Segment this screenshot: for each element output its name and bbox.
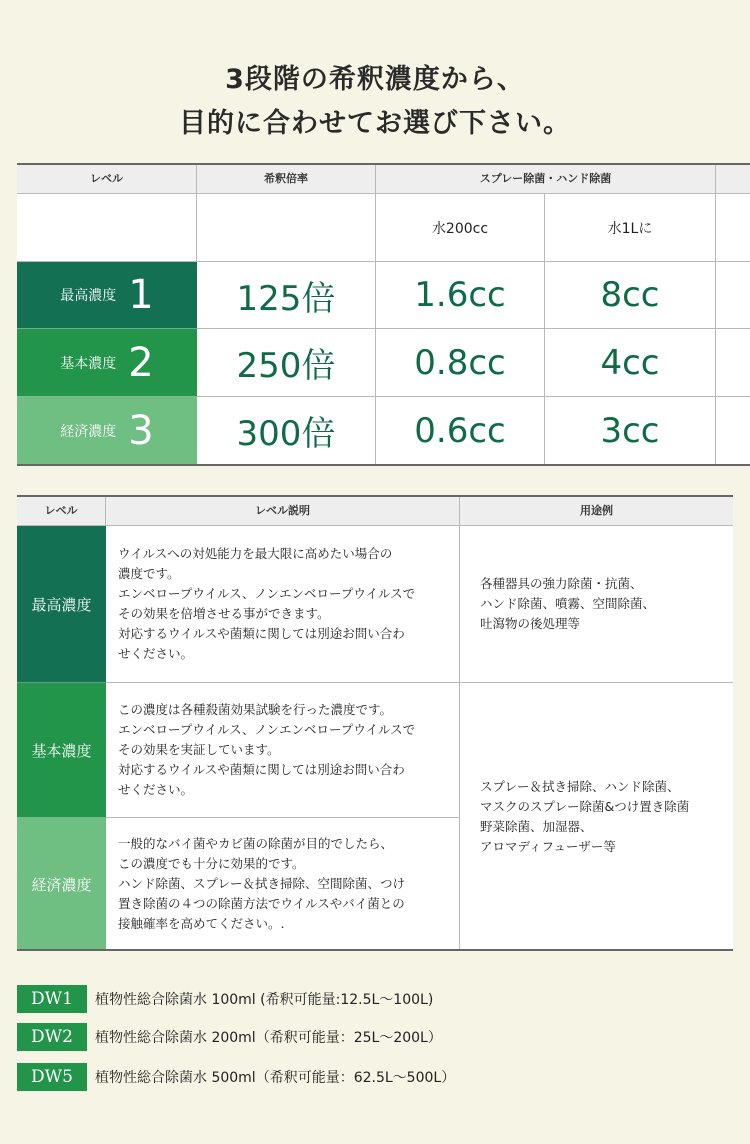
level-description: この濃度は各種殺菌効果試験を行った濃度です。 エンベロープウイルス、ノンエンベロープウイルスで その効果を実証しています。 対応するウイルスや菌類に関しては別途お問い合わ せください。: [106, 683, 460, 818]
level-cell-basic: [17, 329, 197, 397]
extra-cell: [716, 262, 750, 329]
header-level: レベル: [17, 163, 197, 194]
product-code-badge: DW1: [17, 985, 87, 1013]
product-description: 植物性総合除菌水 200ml（希釈可能量：25L〜200L）: [95, 1030, 442, 1046]
level-description-table: [17, 495, 733, 951]
header-uses: 用途例: [460, 495, 733, 526]
subheader-water-1l: 水1Lに: [545, 194, 716, 262]
subheader-empty: [17, 194, 197, 262]
ratio-value: 250倍: [197, 329, 376, 397]
product-description: 植物性総合除菌水 500ml（希釈可能量：62.5L〜500L）: [95, 1070, 456, 1086]
level-cell-max: [17, 262, 197, 329]
header-extra: [716, 163, 750, 194]
level-cell-economy: [17, 397, 197, 465]
subheader-water-200cc: 水200cc: [376, 194, 545, 262]
table-bottom-rule: [17, 464, 750, 466]
header-ratio: 希釈倍率: [197, 163, 376, 194]
header-spray: スプレー除菌・ハンド除菌: [376, 163, 716, 194]
level-name: 経済濃度: [60, 424, 117, 440]
subheader-extra: [716, 194, 750, 262]
product-item: [17, 1063, 733, 1091]
use-examples: 各種器具の強力除菌・抗菌、 ハンド除菌、噴霧、空間除菌、 吐瀉物の後処理等: [460, 526, 733, 683]
level-description: ウイルスへの対処能力を最大限に高めたい場合の 濃度です。 エンベロープウイルス、ノンエンベロープウイルスで その効果を倍増させる事ができます。 対応するウイルスや菌類に関しては別途お問い合わ せください。: [106, 526, 460, 683]
level-cell-economy: 経済濃度: [17, 818, 106, 951]
ratio-value: 300倍: [197, 397, 376, 465]
product-code-badge: DW2: [17, 1023, 87, 1051]
amount-1l: 4cc: [545, 329, 716, 397]
level-number: 2: [128, 339, 154, 386]
table-bottom-rule: [17, 949, 733, 951]
level-name: 基本濃度: [60, 355, 117, 372]
amount-1l: 8cc: [545, 262, 716, 329]
dilution-table: [17, 163, 750, 465]
ratio-value: 125倍: [197, 262, 376, 329]
level-number: 3: [128, 408, 154, 454]
table-top-rule: [17, 163, 750, 165]
amount-1l: 3cc: [545, 397, 716, 465]
level-name: 最高濃度: [60, 288, 117, 304]
product-code-badge: DW5: [17, 1063, 87, 1091]
product-description: 植物性総合除菌水 100ml (希釈可能量:12.5L〜100L): [95, 992, 434, 1008]
extra-cell: [716, 329, 750, 397]
amount-200cc: 0.8cc: [376, 329, 545, 397]
level-description: 一般的なバイ菌やカビ菌の除菌が目的でしたら、 この濃度でも十分に効果的です。 ハンド除菌、スプレー＆拭き掃除、空間除菌、つけ 置き除菌の４つの除菌方法でウイルスやバイ菌との 接触確率を高めてください。.: [106, 818, 460, 951]
level-cell-basic: 基本濃度: [17, 683, 106, 818]
subheader-empty-ratio: [197, 194, 376, 262]
header-level: レベル: [17, 495, 106, 526]
use-examples: スプレー＆拭き掃除、ハンド除菌、 マスクのスプレー除菌&つけ置き除菌 野菜除菌、加湿器、 アロマディフューザー等: [460, 683, 733, 951]
product-item: [17, 1023, 733, 1051]
heading-line-1: 3段階の希釈濃度から、: [225, 64, 525, 95]
table-top-rule: [17, 495, 733, 497]
level-cell-max: 最高濃度: [17, 526, 106, 683]
product-item: [17, 985, 733, 1013]
amount-200cc: 0.6cc: [376, 397, 545, 465]
page-heading: [0, 58, 750, 146]
amount-200cc: 1.6cc: [376, 262, 545, 329]
heading-line-2: 目的に合わせてお選び下さい。: [179, 108, 571, 139]
level-number: 1: [128, 272, 154, 318]
extra-cell: [716, 397, 750, 465]
header-description: レベル説明: [106, 495, 460, 526]
